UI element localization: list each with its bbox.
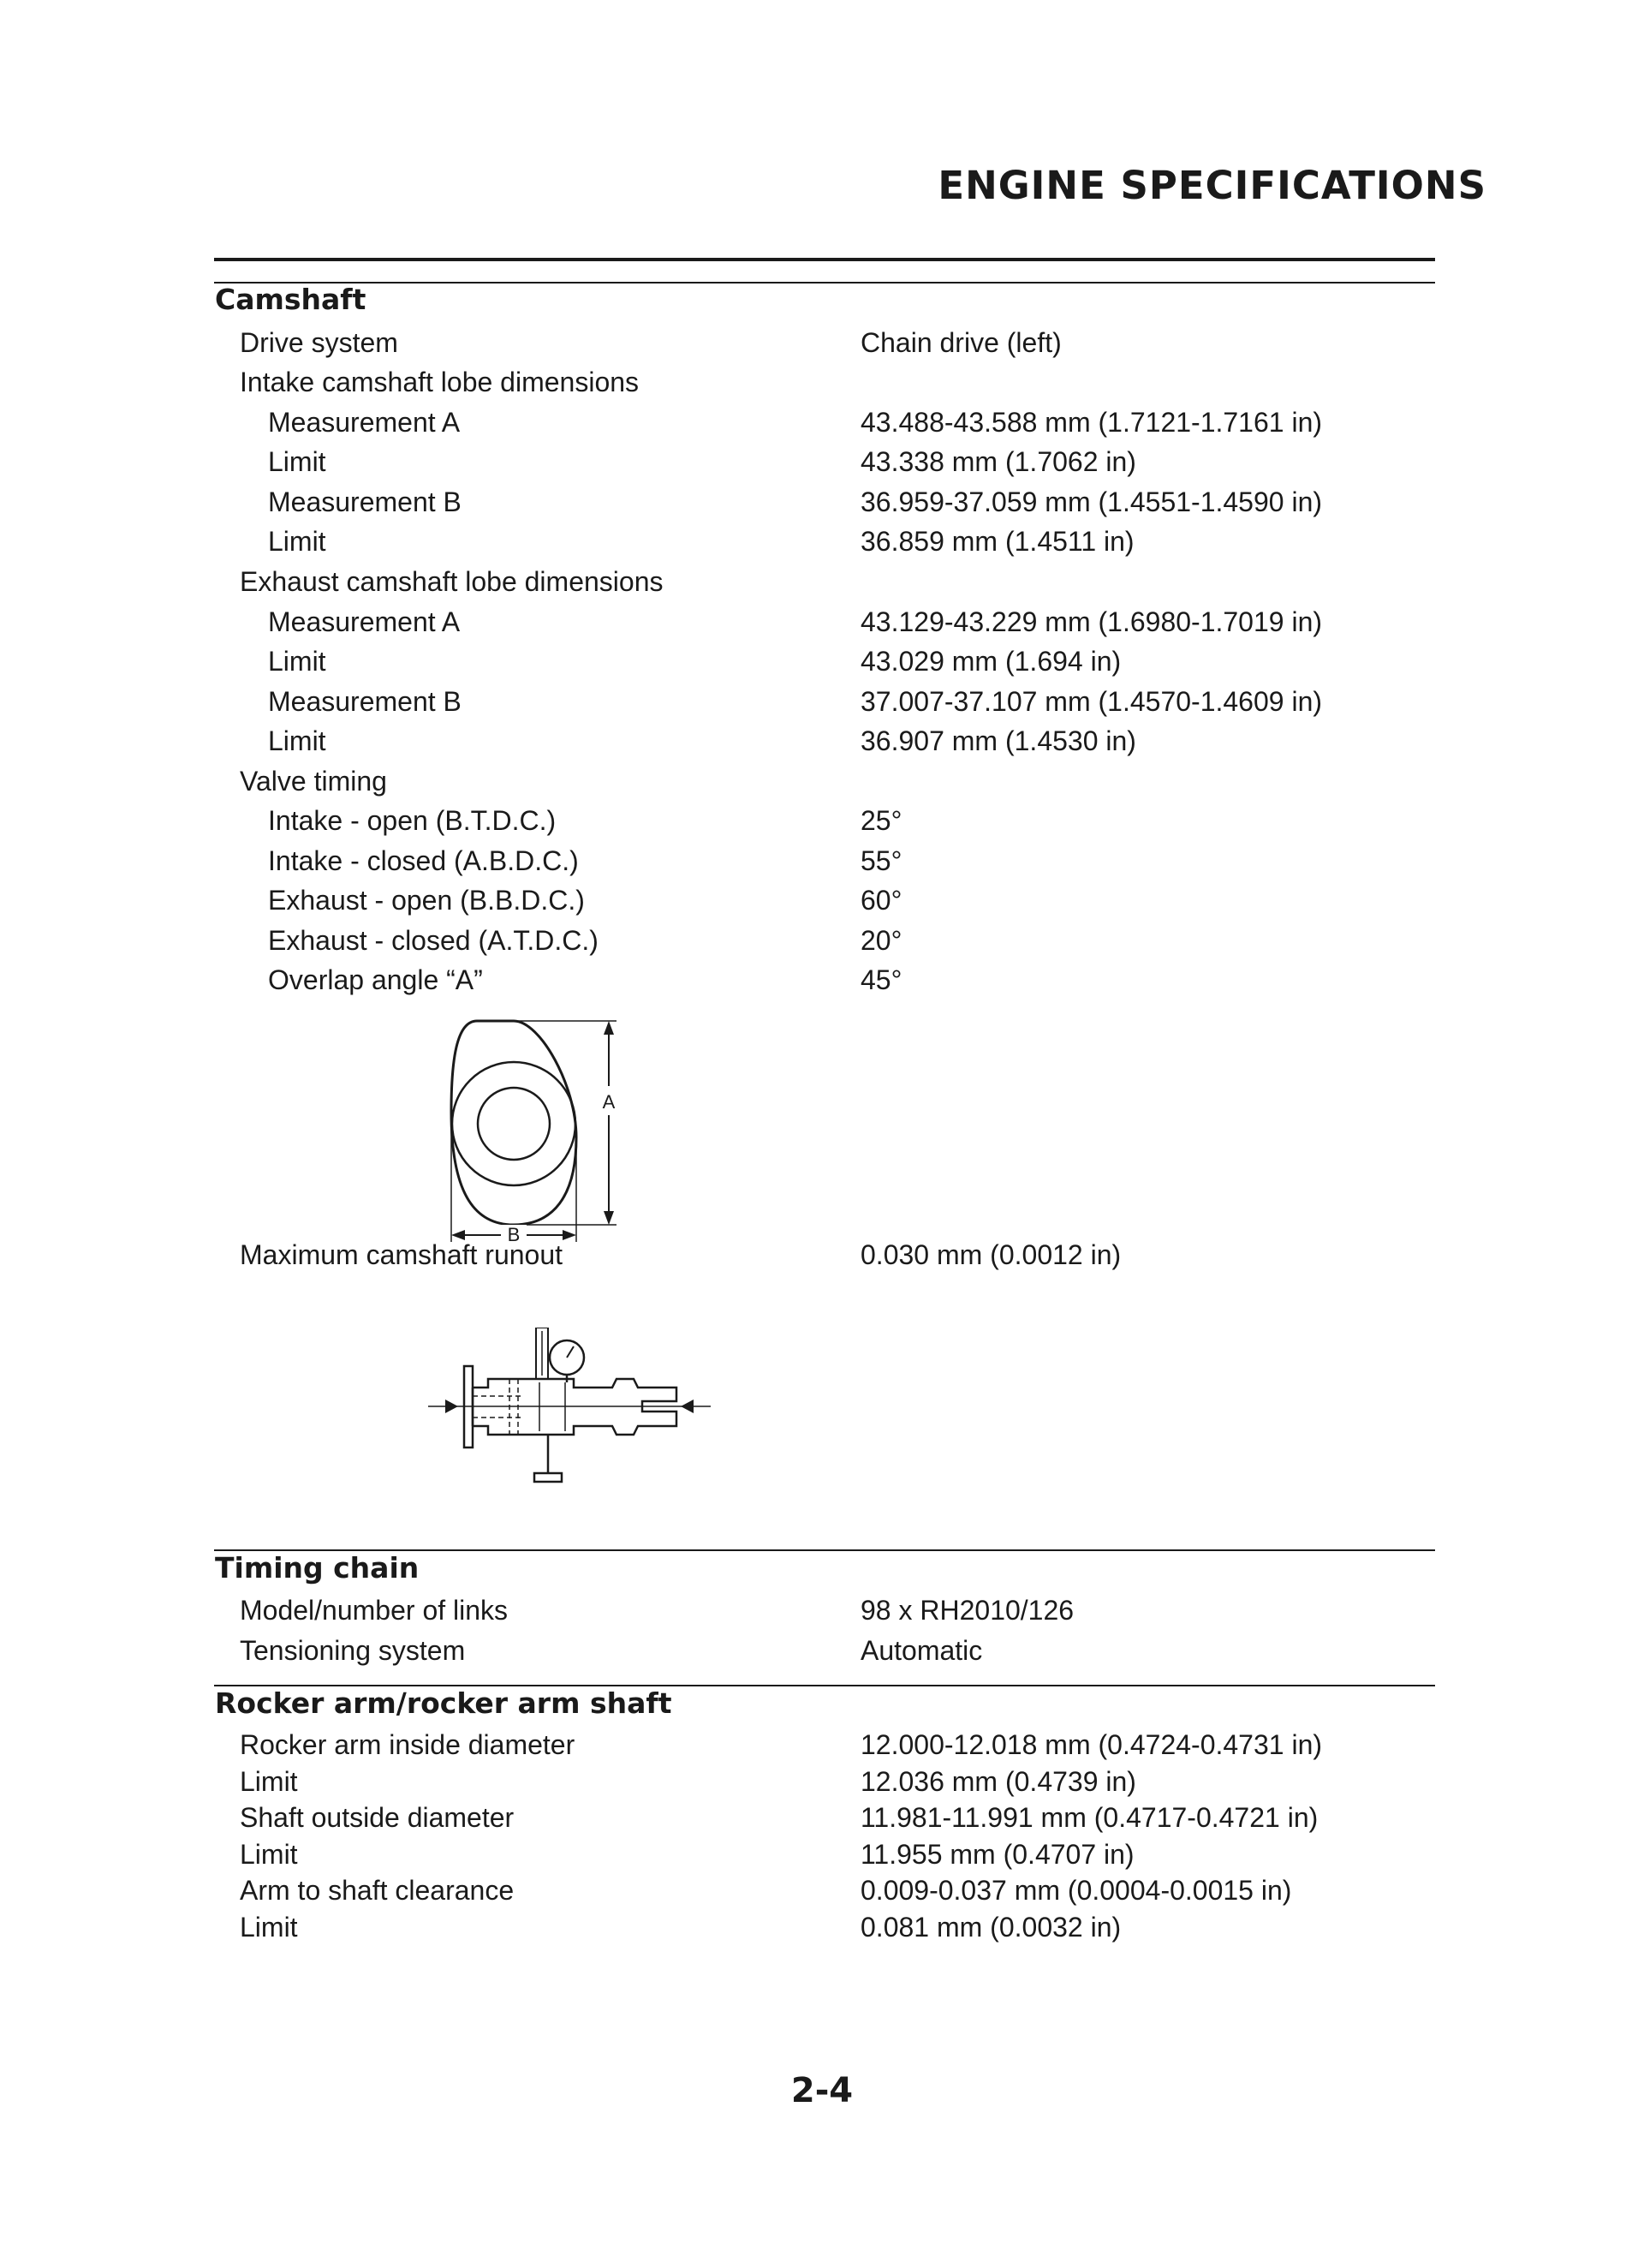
center-arrow-left (445, 1400, 458, 1413)
spec-row (0, 766, 1644, 800)
spec-value: 20° (861, 925, 902, 956)
spec-label: Exhaust - open (B.B.D.C.) (268, 885, 585, 916)
spec-label: Measurement A (268, 606, 461, 637)
spec-label: Rocker arm inside diameter (240, 1729, 575, 1760)
camshaft-runout-diagram (420, 1328, 719, 1490)
header-rule-thick (214, 258, 1435, 261)
spec-value: 11.955 mm (0.4707 in) (861, 1839, 1135, 1870)
spec-label: Drive system (240, 327, 398, 358)
cam-lobe-diagram (441, 1009, 629, 1242)
section-title-rocker-arm: Rocker arm/rocker arm shaft (215, 1686, 672, 1720)
spec-row (0, 526, 1644, 560)
dim-arrow-a-bottom (604, 1211, 614, 1225)
dim-label-a: A (602, 1091, 616, 1113)
spec-value: 43.129-43.229 mm (1.6980-1.7019 in) (861, 606, 1323, 637)
spec-label: Limit (240, 1912, 298, 1943)
spec-row (0, 805, 1644, 839)
spec-label: Exhaust - closed (A.T.D.C.) (268, 925, 599, 956)
center-arrow-right (681, 1400, 694, 1413)
spec-row (0, 1766, 1644, 1800)
dim-label-b: B (507, 1224, 521, 1242)
spec-label: Intake - closed (A.B.D.C.) (268, 845, 579, 876)
spec-label: Limit (268, 646, 326, 677)
spec-row (0, 885, 1644, 919)
spec-label: Limit (240, 1766, 298, 1797)
spec-value: 98 x RH2010/126 (861, 1595, 1075, 1626)
spec-label: Valve timing (240, 766, 387, 797)
dial-needle (567, 1346, 574, 1358)
spec-value: 0.009-0.037 mm (0.0004-0.0015 in) (861, 1875, 1292, 1906)
spec-label: Overlap angle “A” (268, 964, 483, 995)
spec-row (0, 1912, 1644, 1946)
spec-label: Intake camshaft lobe dimensions (240, 367, 640, 397)
spec-row (0, 964, 1644, 999)
spec-label: Measurement A (268, 407, 461, 438)
spec-row (0, 1839, 1644, 1873)
spec-row (0, 606, 1644, 641)
section-title-camshaft: Camshaft (215, 283, 366, 316)
spec-label: Limit (268, 725, 326, 756)
spec-label: Measurement B (268, 686, 462, 717)
spec-row (0, 725, 1644, 760)
spec-label: Shaft outside diameter (240, 1802, 515, 1833)
spec-value: 55° (861, 845, 902, 876)
spec-value: 45° (861, 964, 902, 995)
header-rule-thin (214, 282, 1435, 284)
spec-row (0, 1595, 1644, 1629)
spec-value: 36.959-37.059 mm (1.4551-1.4590 in) (861, 486, 1323, 517)
spec-label: Exhaust camshaft lobe dimensions (240, 566, 664, 597)
spec-value: Chain drive (left) (861, 327, 1062, 358)
spec-label: Maximum camshaft runout (240, 1239, 563, 1270)
spec-label: Tensioning system (240, 1635, 466, 1666)
spec-row (0, 686, 1644, 720)
spec-value: 25° (861, 805, 902, 836)
page-title: ENGINE SPECIFICATIONS (938, 163, 1486, 208)
spec-label: Limit (268, 526, 326, 557)
spec-value: 43.488-43.588 mm (1.7121-1.7161 in) (861, 407, 1323, 438)
spec-row (0, 367, 1644, 401)
spec-value: Automatic (861, 1635, 983, 1666)
spec-value: 0.081 mm (0.0032 in) (861, 1912, 1122, 1943)
spec-label: Model/number of links (240, 1595, 509, 1626)
spec-value: 12.000-12.018 mm (0.4724-0.4731 in) (861, 1729, 1323, 1760)
spec-row (0, 327, 1644, 361)
spec-value: 36.907 mm (1.4530 in) (861, 725, 1136, 756)
spec-label: Arm to shaft clearance (240, 1875, 515, 1906)
spec-label: Limit (268, 446, 326, 477)
spec-row (0, 566, 1644, 600)
dim-arrow-a-top (604, 1021, 614, 1035)
spec-row (0, 1729, 1644, 1764)
spec-label: Measurement B (268, 486, 462, 517)
spec-value: 43.029 mm (1.694 in) (861, 646, 1122, 677)
spec-value: 11.981-11.991 mm (0.4717-0.4721 in) (861, 1802, 1319, 1833)
spec-label: Limit (240, 1839, 298, 1870)
spec-row (0, 925, 1644, 959)
spec-row (0, 1239, 1644, 1274)
spec-row (0, 845, 1644, 880)
spec-value: 12.036 mm (0.4739 in) (861, 1766, 1136, 1797)
spec-label: Intake - open (B.T.D.C.) (268, 805, 557, 836)
spec-row (0, 1635, 1644, 1669)
spec-row (0, 446, 1644, 480)
cam-lobe-outline (451, 1021, 576, 1225)
spec-value: 36.859 mm (1.4511 in) (861, 526, 1135, 557)
spec-value: 43.338 mm (1.7062 in) (861, 446, 1136, 477)
spec-row (0, 646, 1644, 680)
spec-row (0, 486, 1644, 521)
spec-value: 0.030 mm (0.0012 in) (861, 1239, 1122, 1270)
spec-value: 60° (861, 885, 902, 916)
page-number: 2-4 (790, 2071, 854, 2110)
support-base (534, 1473, 562, 1482)
spec-value: 37.007-37.107 mm (1.4570-1.4609 in) (861, 686, 1323, 717)
spec-row (0, 1802, 1644, 1836)
section-title-timing-chain: Timing chain (215, 1551, 420, 1585)
spec-row (0, 1875, 1644, 1909)
spec-row (0, 407, 1644, 441)
